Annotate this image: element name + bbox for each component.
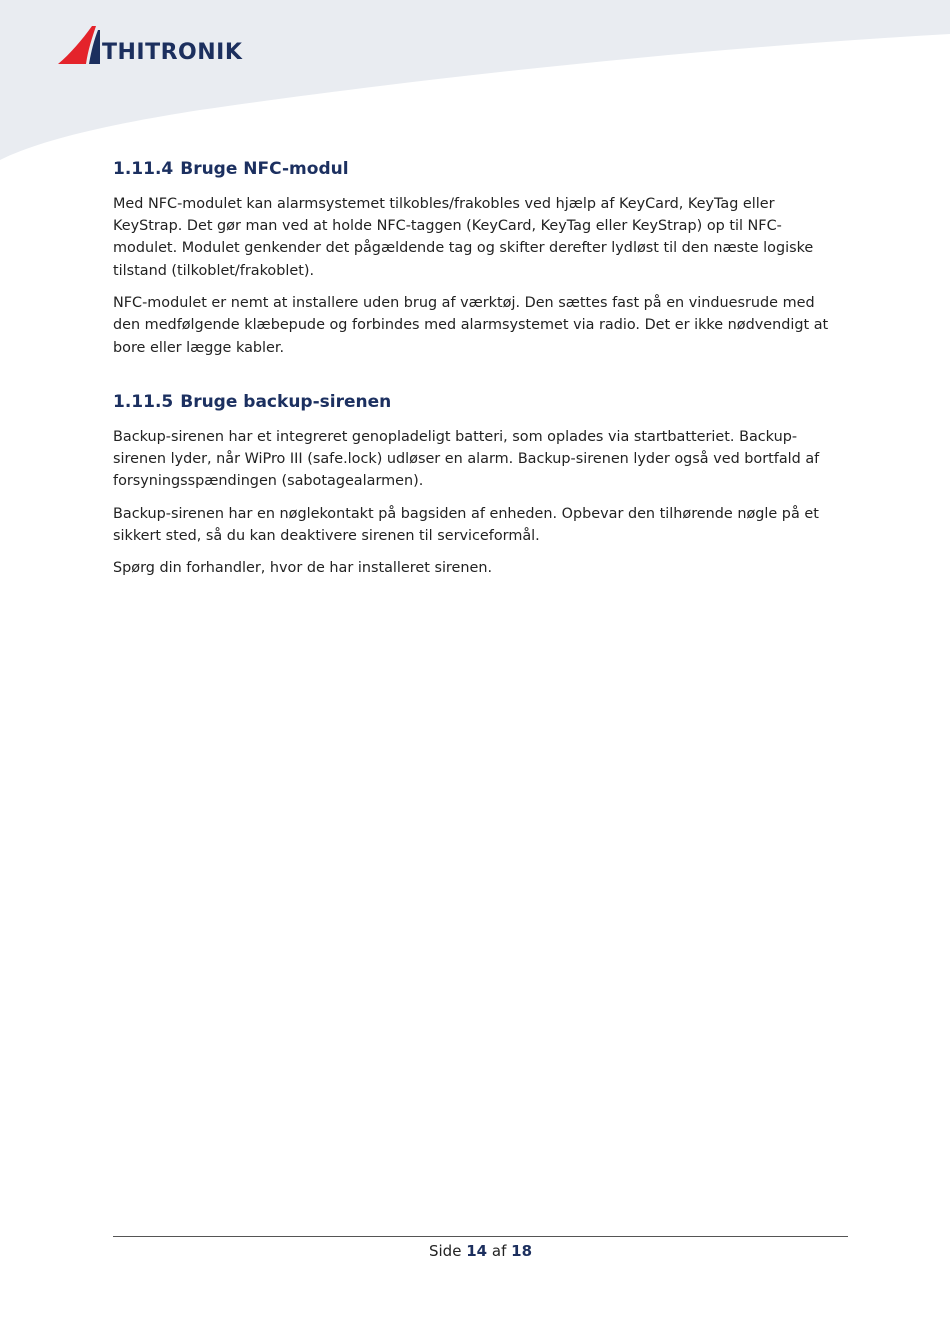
- paragraph: NFC-modulet er nemt at installere uden brug af værktøj. Den sættes fast på en vinduesrude med den medfølgende klæbepude og forbindes med alarmsystemet via radio. Det er ikke nødvendigt at bore eller lægge kabler.: [113, 294, 829, 356]
- section-heading: [113, 158, 833, 182]
- paragraph: Med NFC-modulet kan alarmsystemet tilkobles/frakobles ved hjælp af KeyCard, KeyTag eller KeyStrap. Det gør man ved at holde NFC-taggen (KeyCard, KeyTag eller KeyStrap) op til NFC-modulet. Modulet genkender det pågældende tag og skifter derefter lydløst til den næste logiske tilstand (tilkoblet/frakoblet).: [113, 195, 814, 279]
- paragraph: Spørg din forhandler, hvor de har installeret sirenen.: [113, 560, 493, 577]
- section-number: 1.11.5: [113, 391, 174, 412]
- section-heading: [113, 391, 833, 415]
- section-nfc-module: [113, 158, 833, 359]
- thitronik-logo: [58, 24, 242, 66]
- logo-wordmark: THITRONIK: [102, 40, 243, 65]
- document-body: [113, 158, 833, 589]
- section-spacer: [113, 369, 833, 391]
- section-title: Bruge NFC-modul: [180, 159, 349, 179]
- page-separator: af: [491, 1242, 507, 1260]
- footer-divider: [113, 1236, 848, 1237]
- current-page-number: 14: [466, 1242, 488, 1260]
- page-prefix: Side: [428, 1242, 462, 1260]
- total-page-number: 18: [511, 1242, 533, 1260]
- section-backup-siren: [113, 391, 833, 580]
- paragraph: Backup-sirenen har en nøglekontakt på bagsiden af enheden. Opbevar den tilhørende nøgle på et sikkert sted, så du kan deaktivere sirenen til serviceformål.: [113, 505, 819, 544]
- section-number: 1.11.4: [113, 159, 174, 179]
- paragraph: Backup-sirenen har et integreret genopladeligt batteri, som oplades via startbatteriet. Backup-sirenen lyder, når WiPro III (safe.lock) udløser en alarm. Backup-sirenen lyder også ved bortfald af forsyningsspændingen (sabotagealarmen).: [113, 428, 820, 490]
- page-footer: [113, 1242, 848, 1260]
- logo-sail-icon: [58, 26, 102, 66]
- section-title: Bruge backup-sirenen: [180, 391, 392, 412]
